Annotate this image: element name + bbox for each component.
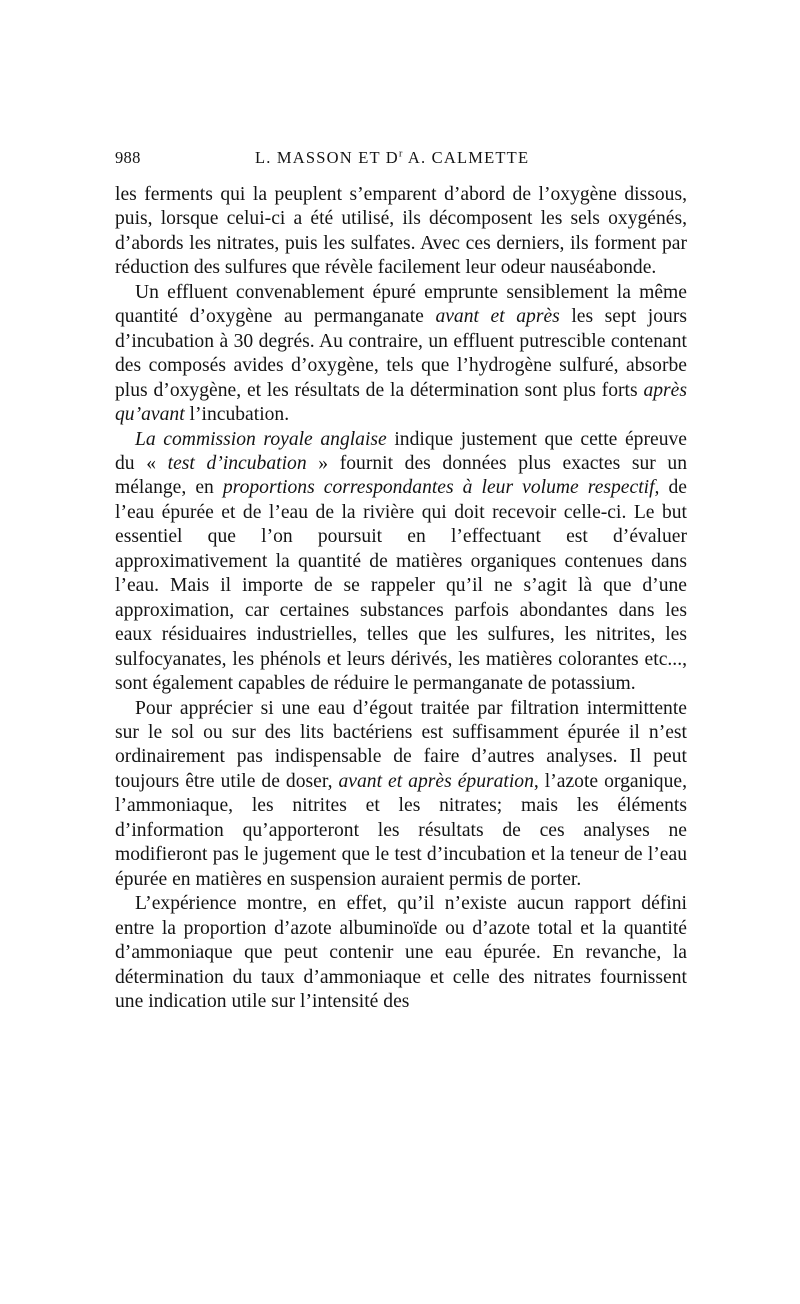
paragraph	[115, 697, 687, 893]
italic-text: La commission royale anglaise	[135, 428, 387, 450]
text-run: , l’azote organique, l’ammoniaque, les nitrites et les nitrates; mais les éléments d’information qu’apporteront les résultats de ces analyses ne modifieront pas le jugement que le test d’incubation et la teneur de l’eau épurée en matières en suspension auraient permis de porter.	[115, 770, 688, 890]
italic-text: avant et après	[435, 306, 560, 328]
running-head-superscript: r	[398, 148, 404, 160]
page-number: 988	[115, 148, 141, 167]
running-head	[255, 148, 529, 168]
text-run: les sept jours d’incubation à 30 degrés. Au contraire, un effluent putrescible contenant des composés avides d’oxygène, tels que l’hydrogène sulfuré, absorbe plus d’oxygène, et les résultats de la détermination sont plus forts	[115, 306, 687, 401]
text-run: L’expérience montre, en effet, qu’il n’existe aucun rapport défini entre la proportion d’azote albuminoïde ou d’azote total et la quantité d’ammoniaque que peut contenir une eau épurée. En revanche, la détermination du taux d’ammoniaque et celle des nitrates fournissent une indication utile sur l’intensité des	[115, 893, 687, 1012]
italic-text: après qu’avant	[115, 379, 687, 426]
text-run: Pour apprécier si une eau d’égout traitée par filtration intermittente sur le sol ou sur des lits bactériens est suffisamment épurée il n’est ordinairement pas indispensable de faire d’autres analyses. Il peut toujours être utile de doser,	[115, 697, 687, 792]
text-run: Un effluent convenablement épuré emprunte sensiblement la même quantité d’oxygène au permanganate	[115, 281, 687, 328]
paragraph	[115, 183, 687, 281]
text-run: de l’eau épurée et de l’eau de la rivière qui doit recevoir celle-ci. Le but essentiel que l’on poursuit en l’effectuant est d’évaluer approximativement la quantité de matières organiques contenues dans l’eau. Mais il importe de se rappeler qu’il ne s’agit là que d’une approximation, car certaines substances parfois abondantes dans les eaux résiduaires industrielles, telles que les sulfures, les nitrites, les sulfocyanates, les phénols et leurs dérivés, les matières colorantes etc..., sont également capables de réduire le permanganate de potassium.	[115, 477, 687, 695]
paragraph	[115, 428, 687, 697]
text-run: les ferments qui la peuplent s’emparent d’abord de l’oxygène dissous, puis, lorsque celui-ci a été utilisé, ils décomposent les sels oxygénés, d’abords les nitrates, puis les sulfates. Avec ces derniers, ils forment par réduction des sulfures que révèle facilement leur odeur nauséabonde.	[115, 184, 687, 279]
italic-text: test d’incubation	[167, 452, 307, 474]
paragraph	[115, 281, 687, 428]
italic-text: avant et après épuration	[338, 770, 534, 792]
page-header	[115, 148, 685, 172]
body-text	[115, 183, 687, 1014]
italic-text: proportions correspondantes à leur volume respectif,	[222, 477, 660, 499]
text-run: indique justement que cette épreuve du «	[115, 428, 687, 474]
running-head-authors: L. MASSON ET D	[255, 148, 399, 167]
running-head-coauthor: A. CALMETTE	[403, 148, 530, 167]
text-run: l’incubation.	[184, 404, 290, 426]
text-run: » fournit des données plus exactes sur un mélange, en	[115, 452, 687, 499]
paragraph	[115, 892, 687, 1014]
